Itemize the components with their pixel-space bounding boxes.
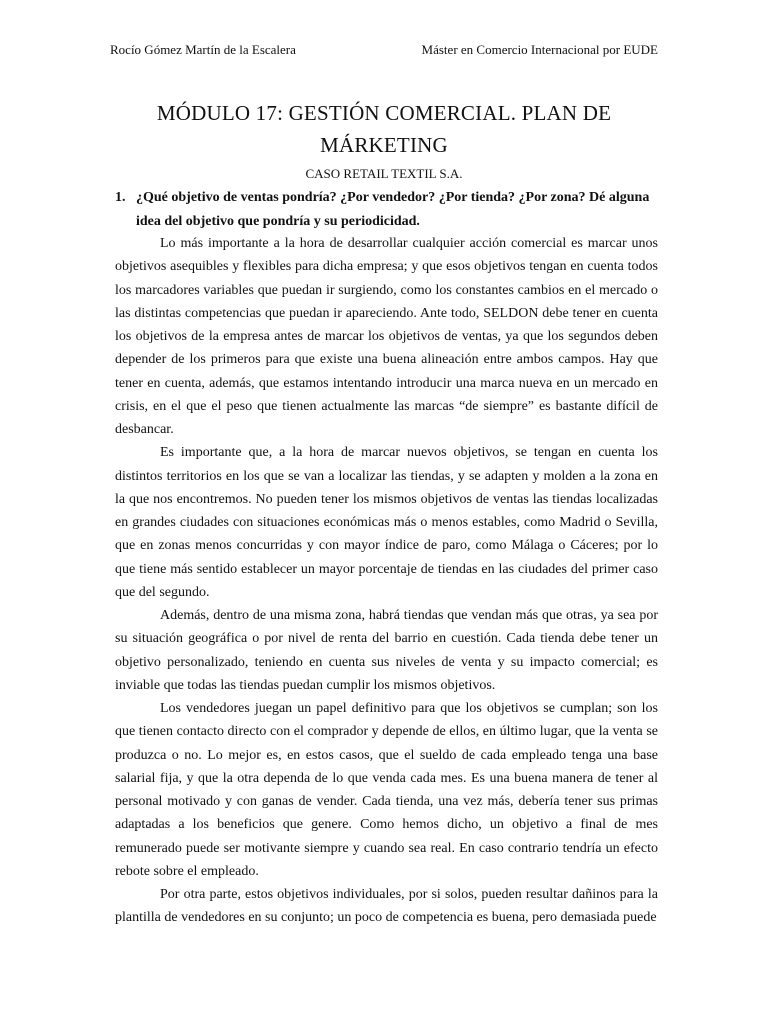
paragraph: Lo más importante a la hora de desarrollar cualquier acción comercial es marcar unos objetivos asequibles y flexibles para dicha empresa; y que esos objetivos tengan en cuenta todos los marcadores variables que puedan ir surgiendo, como los constantes cambios en el mercado o las distintas competencias que puedan ir apareciendo. Ante todo, SELDON debe tener en cuenta los objetivos de la empresa antes de marcar los objetivos de ventas, ya que los segundos deben depender de los primeros para que existe una buena alineación entre ambos campos. Hay que tener en cuenta, además, que estamos intentando introducir una marca nueva en un mercado en crisis, en el que el peso que tienen actualmente las marcas “de siempre” es bastante difícil de desbancar. — [115, 236, 658, 437]
question-heading — [115, 186, 658, 233]
paragraph: Por otra parte, estos objetivos individuales, por si solos, pueden resultar dañinos para la plantilla de vendedores en su conjunto; un poco de competencia es buena, pero demasiada puede — [115, 887, 658, 926]
page-header — [110, 40, 658, 60]
document-title: MÓDULO 17: GESTIÓN COMERCIAL. PLAN DE MÁRKETING — [156, 101, 612, 157]
paragraph: Es importante que, a la hora de marcar nuevos objetivos, se tengan en cuenta los distintos territorios en los que se van a localizar las tiendas, y se adapten y molden a la zona en la que nos encontremos. No pueden tener los mismos objetivos de ventas las tiendas localizadas en grandes ciudades con situaciones económicas más o menos estables, como Madrid o Sevilla, que en zonas menos concurridas y con mayor índice de paro, como Málaga o Cáceres; por lo que tiene más sentido establecer un mayor porcentaje de tiendas en las ciudades del primer caso que del segundo. — [115, 445, 658, 600]
header-program: Máster en Comercio Internacional por EUDE — [421, 42, 658, 57]
paragraph: Además, dentro de una misma zona, habrá tiendas que vendan más que otras, ya sea por su situación geográfica o por nivel de renta del barrio en cuestión. Cada tienda debe tener un objetivo personalizado, teniendo en cuenta sus niveles de venta y su impacto comercial; es inviable que todas las tiendas puedan cumplir los mismos objetivos. — [115, 608, 658, 693]
paragraph: Los vendedores juegan un papel definitivo para que los objetivos se cumplan; son los que tienen contacto directo con el comprador y depende de ellos, en último lugar, que la venta se produzca o no. Lo mejor es, en estos casos, que el sueldo de cada empleado tenga una base salarial fija, y que la otra dependa de lo que venda cada mes. Es una buena manera de tener al personal motivado y con ganas de vender. Cada tienda, una vez más, debería tener sus primas adaptadas a los beneficios que genere. Como hemos dicho, un objetivo a final de mes remunerado puede ser motivante siempre y cuando sea real. En caso contrario tendría un efecto rebote sobre el empleado. — [115, 701, 658, 879]
body-text — [115, 232, 658, 930]
question-number: 1. — [115, 190, 126, 205]
question-text: ¿Qué objetivo de ventas pondría? ¿Por vendedor? ¿Por tienda? ¿Por zona? Dé alguna idea del objetivo que pondría y su periodicidad. — [136, 190, 650, 229]
document-subtitle: CASO RETAIL TEXTIL S.A. — [305, 166, 463, 181]
header-author: Rocío Gómez Martín de la Escalera — [110, 42, 296, 57]
